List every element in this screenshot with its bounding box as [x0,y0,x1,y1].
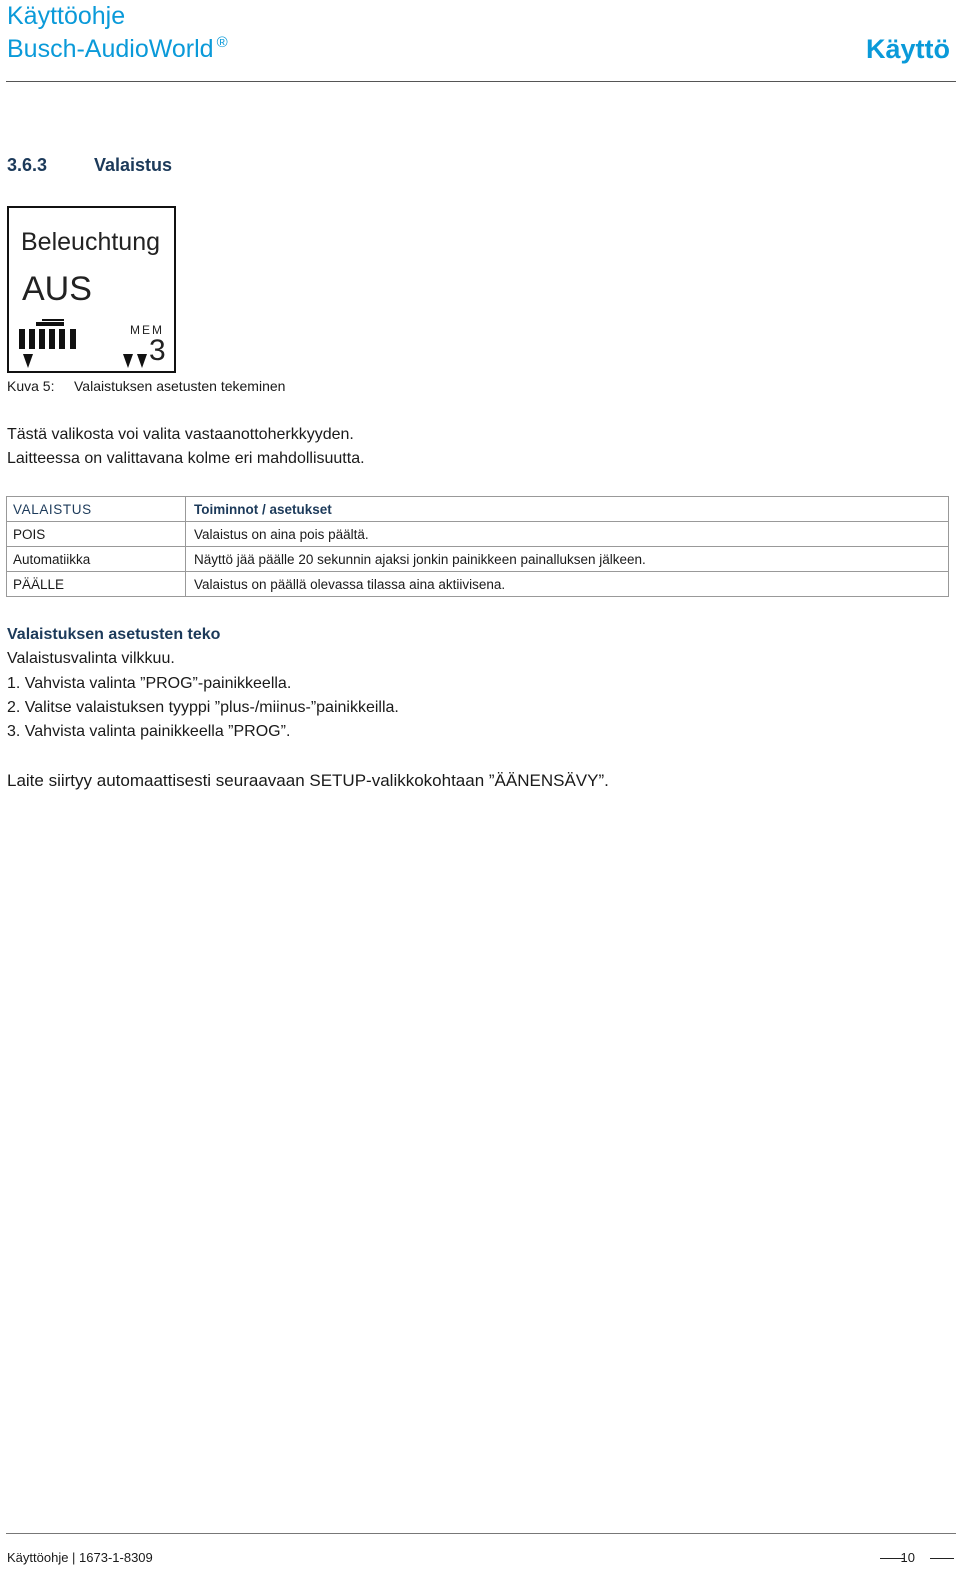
document-type: Käyttöohje [7,2,126,30]
option-name: POIS [7,522,186,547]
signal-bars-icon [18,319,80,351]
option-name: PÄÄLLE [7,572,186,597]
chapter-title: Käyttö [865,34,950,64]
procedure-outcome: Laite siirtyy automaattisesti seuraavaan SETUP-valikkokohtaan ”ÄÄNENSÄVY”. [7,771,609,790]
footer-divider [6,1533,956,1534]
section-title: Valaistus [94,155,173,175]
triangle-down-icon [123,354,133,368]
product-name [7,34,228,64]
option-description: Valaistus on aina pois päältä. [186,522,949,547]
option-name: Automatiikka [7,547,186,572]
mem-label: MEM [130,323,164,337]
footer-doc-id: Käyttöohje | 1673-1-8309 [7,1550,153,1565]
section-number: 3.6.3 [7,155,48,175]
procedure-step-3: 3. Vahvista valinta painikkeella ”PROG”. [7,723,291,740]
procedure-title: Valaistuksen asetusten teko [7,626,221,643]
procedure-step-1: 1. Vahvista valinta ”PROG”-painikkeella. [7,675,292,692]
intro-line-1: Tästä valikosta voi valita vastaanottoherkkyyden. [7,426,354,443]
figure-label: Kuva 5: [7,378,55,394]
options-table [6,496,949,597]
figure-caption: Valaistuksen asetusten tekeminen [74,378,286,394]
page-number: 10 [900,1550,915,1565]
product-name-text: Busch-AudioWorld [7,35,214,63]
page-number-dash [930,1558,954,1559]
table-row [7,572,949,597]
header-divider [6,81,956,82]
table-row [7,522,949,547]
triangle-down-icon [137,354,147,368]
table-header-cell: VALAISTUS [7,497,186,522]
option-description: Valaistus on päällä olevassa tilassa aina aktiivisena. [186,572,949,597]
display-figure [7,206,176,373]
table-header-cell: Toiminnot / asetukset [186,497,949,522]
option-description: Näyttö jää päälle 20 sekunnin ajaksi jonkin painikkeen painalluksen jälkeen. [186,547,949,572]
triangle-down-icon [23,354,33,368]
intro-line-2: Laitteessa on valittavana kolme eri mahdollisuutta. [7,450,365,467]
procedure-note: Valaistusvalinta vilkkuu. [7,650,175,667]
procedure-step-2: 2. Valitse valaistuksen tyyppi ”plus-/miinus-”painikkeilla. [7,699,399,716]
table-row [7,547,949,572]
table-header-row [7,497,949,522]
display-line-2: AUS [22,270,92,308]
registered-mark: ® [216,34,228,51]
mem-number: 3 [149,334,166,367]
display-line-1: Beleuchtung [21,228,161,256]
